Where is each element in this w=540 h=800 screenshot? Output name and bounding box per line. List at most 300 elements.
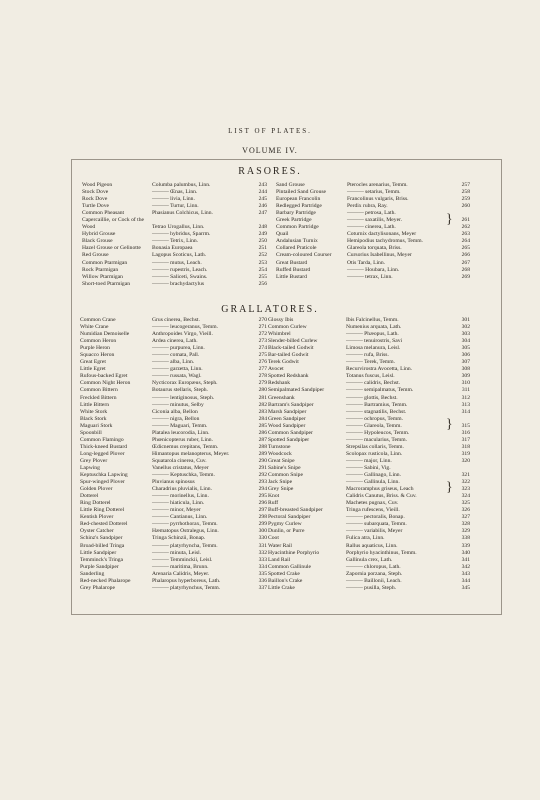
plate-number: 295 xyxy=(258,493,267,500)
common-name-text: Great Bustard xyxy=(276,259,308,266)
latin-name-text: ——— ochropus, Temm. xyxy=(346,415,403,422)
latin-name-entry xyxy=(346,380,470,387)
common-name-text: Barbary Partridge xyxy=(276,210,316,217)
plate-number: 306 xyxy=(461,352,470,359)
common-name-text: Pygmy Curlew xyxy=(268,521,302,528)
common-name-text: Common Gallinule xyxy=(268,563,312,570)
plate-number: 263 xyxy=(461,231,470,238)
common-name-entry xyxy=(80,500,150,507)
latin-name-text: ——— alba, Linn. xyxy=(152,359,195,366)
common-name-text: Little Crake xyxy=(268,584,295,591)
plate-number: 252 xyxy=(258,252,267,259)
latin-name-entry xyxy=(346,578,470,585)
common-name-text: Pectoral Sandpiper xyxy=(268,514,311,521)
plate-number: 300 xyxy=(258,528,267,535)
latin-name-text: ——— minuta, Leisl. xyxy=(152,549,202,556)
plate-number: 271 xyxy=(258,324,267,331)
latin-name-entry xyxy=(152,189,267,196)
common-name-entry xyxy=(80,493,150,500)
latin-name-entry xyxy=(152,535,267,542)
plate-number: 292 xyxy=(258,472,267,479)
common-name-entry xyxy=(276,267,346,274)
latin-name-entry xyxy=(152,416,267,423)
plate-number: 315 xyxy=(461,422,470,429)
grallatores-latin-names-left xyxy=(152,317,267,592)
common-name-entry xyxy=(276,274,346,281)
plate-number: 268 xyxy=(461,266,470,273)
latin-name-text: Charadrius pluvialis, Linn. xyxy=(152,486,212,493)
common-name-text: Red Grouse xyxy=(82,252,109,259)
latin-name-entry xyxy=(152,373,267,380)
common-name-entry xyxy=(268,423,344,430)
common-name-entry xyxy=(82,245,150,252)
latin-name-text: Zapornia porzana, Steph. xyxy=(346,570,403,577)
common-name-text: Great Egret xyxy=(80,359,106,366)
latin-name-text: ——— livia, Linn. xyxy=(152,196,195,203)
latin-name-entry xyxy=(346,324,470,331)
latin-name-entry xyxy=(152,430,267,437)
latin-name-entry xyxy=(346,444,470,451)
common-name-text: Spoonbill xyxy=(80,429,102,436)
plate-number: 273 xyxy=(258,338,267,345)
common-name-entry xyxy=(268,359,344,366)
common-name-entry xyxy=(82,231,150,238)
common-name-text: Common Ptarmigan xyxy=(82,259,128,266)
common-name-text: Rock Dove xyxy=(82,196,108,203)
plate-number: 305 xyxy=(461,345,470,352)
common-name-entry xyxy=(268,387,344,394)
common-name-text: Common Sandpiper xyxy=(268,429,313,436)
plate-number: 291 xyxy=(258,464,267,471)
latin-name-text: ——— rupestris, Leach. xyxy=(152,266,208,273)
latin-name-entry xyxy=(152,224,267,231)
common-name-text: Kentish Plover xyxy=(80,514,114,521)
common-name-entry xyxy=(82,274,150,281)
latin-name-entry xyxy=(152,500,267,507)
plate-number: 282 xyxy=(258,401,267,408)
latin-name-entry xyxy=(152,387,267,394)
latin-name-entry xyxy=(346,472,470,479)
common-name-entry xyxy=(268,324,344,331)
latin-name-entry xyxy=(152,274,267,281)
plate-number: 332 xyxy=(258,549,267,556)
latin-name-text: ——— semipalmatus, Temm. xyxy=(346,387,414,394)
latin-name-text: ——— Phæopus, Lath. xyxy=(346,331,399,338)
latin-name-text: ——— chloropus, Lath. xyxy=(346,563,401,570)
latin-name-text: ——— variabilis, Meyer xyxy=(346,528,403,535)
plate-number: 312 xyxy=(461,394,470,401)
plate-number: 260 xyxy=(461,203,470,210)
common-name-entry xyxy=(80,352,150,359)
common-name-entry xyxy=(276,260,346,267)
common-name-entry xyxy=(80,437,150,444)
common-name-text: Red-chested Dotterel xyxy=(80,521,128,528)
latin-name-text: ——— Terek, Temm. xyxy=(346,359,396,366)
plate-number: 319 xyxy=(461,450,470,457)
latin-name-text: Francolinus vulgaris, Briss. xyxy=(347,196,409,203)
common-name-entry xyxy=(82,267,150,274)
common-name-text: Bar-tailed Godwit xyxy=(268,352,309,359)
plate-number: 274 xyxy=(258,345,267,352)
common-name-entry xyxy=(268,409,344,416)
latin-name-entry xyxy=(346,338,470,345)
common-name-text: Willow Ptarmigan xyxy=(82,273,123,280)
latin-name-entry xyxy=(152,281,267,288)
brace-mark: } xyxy=(446,212,453,227)
common-name-text: Coot xyxy=(268,535,279,542)
latin-name-entry xyxy=(152,260,267,267)
latin-name-text: ——— platyrhynchus, Temm. xyxy=(152,584,221,591)
latin-name-entry xyxy=(152,210,267,217)
latin-name-text: Ciconia alba, Bellon xyxy=(152,408,198,415)
latin-name-entry xyxy=(152,366,267,373)
plate-number: 339 xyxy=(461,542,470,549)
common-name-text: Wood Sandpiper xyxy=(268,422,306,429)
latin-name-entry xyxy=(346,528,470,535)
common-name-text: Sabine's Snipe xyxy=(268,464,301,471)
common-name-entry xyxy=(80,543,150,550)
plate-number: 325 xyxy=(461,500,470,507)
latin-name-entry xyxy=(152,585,267,592)
common-name-text: Avocet xyxy=(268,366,284,373)
plate-number: 249 xyxy=(258,231,267,238)
latin-name-entry xyxy=(152,252,267,259)
common-name-entry xyxy=(80,317,150,324)
common-name-text: Greek Partridge xyxy=(276,217,312,224)
common-name-entry xyxy=(276,196,346,203)
common-name-entry xyxy=(80,451,150,458)
plate-number: 298 xyxy=(258,514,267,521)
common-name-text: Little Bustard xyxy=(276,273,307,280)
plate-number: 247 xyxy=(258,210,267,217)
plate-number: 309 xyxy=(461,373,470,380)
common-name-text: Squacco Heron xyxy=(80,352,115,359)
common-name-text: Purple Heron xyxy=(80,345,110,352)
common-name-entry xyxy=(268,331,344,338)
latin-name-text: ——— mutus, Leach. xyxy=(152,259,202,266)
latin-name-entry xyxy=(346,402,470,409)
latin-name-entry xyxy=(152,486,267,493)
plate-number: 251 xyxy=(258,245,267,252)
plate-number: 294 xyxy=(258,486,267,493)
common-name-text: Little Bittern xyxy=(80,401,110,408)
plate-number: 321 xyxy=(461,472,470,479)
common-name-entry xyxy=(80,472,150,479)
common-name-text: White Crane xyxy=(80,324,109,331)
latin-name-text: ——— platyrhyncha, Temm. xyxy=(152,542,218,549)
latin-name-text: Nycticorax Europæus, Steph. xyxy=(152,380,218,387)
common-name-text: Black Stork xyxy=(80,415,107,422)
common-name-entry xyxy=(80,338,150,345)
common-name-entry xyxy=(80,564,150,571)
common-name-text: Ring Dotterel xyxy=(80,500,111,507)
latin-name-entry xyxy=(152,437,267,444)
common-name-text: Baillon's Crake xyxy=(268,577,303,584)
common-name-text: Common Snipe xyxy=(268,472,303,479)
latin-name-entry xyxy=(347,203,470,210)
common-name-text: Turnstone xyxy=(268,443,291,450)
plate-number: 308 xyxy=(461,366,470,373)
common-name-entry xyxy=(268,352,344,359)
common-name-text: Little Sandpiper xyxy=(80,549,117,556)
plate-number: 280 xyxy=(258,387,267,394)
common-name-entry xyxy=(80,557,150,564)
plate-number: 316 xyxy=(461,429,470,436)
common-name-text: Black Grouse xyxy=(82,238,113,245)
common-name-entry xyxy=(268,571,344,578)
plate-number: 279 xyxy=(258,380,267,387)
latin-name-entry xyxy=(152,507,267,514)
common-name-entry xyxy=(82,260,150,267)
latin-name-entry xyxy=(346,331,470,338)
common-name-text: Knot xyxy=(268,493,280,500)
latin-name-text: ——— subarquata, Temm. xyxy=(346,521,407,528)
plate-number: 324 xyxy=(461,493,470,500)
common-name-text: Common Flamingo xyxy=(80,436,124,443)
plate-number: 327 xyxy=(461,514,470,521)
plate-number: 338 xyxy=(461,535,470,542)
common-name-text: Andalusian Turnix xyxy=(276,238,318,245)
latin-name-text: Hæmatopus Ostralegus, Linn. xyxy=(152,528,219,535)
plate-number: 272 xyxy=(258,331,267,338)
common-name-entry xyxy=(276,252,346,259)
common-name-text: Whimbrel xyxy=(268,331,291,338)
latin-name-entry xyxy=(152,514,267,521)
latin-name-text: ——— Baillonii, Leach. xyxy=(346,577,402,584)
common-name-entry xyxy=(80,585,150,592)
plate-number: 264 xyxy=(461,238,470,245)
latin-name-text: ——— petrosa, Lath. xyxy=(347,210,396,217)
latin-name-entry xyxy=(346,437,470,444)
latin-name-entry xyxy=(152,238,267,245)
latin-name-entry xyxy=(152,557,267,564)
latin-name-text: Calidris Canutus, Briss. & Cuv. xyxy=(346,493,417,500)
common-name-entry xyxy=(268,535,344,542)
common-name-entry xyxy=(268,416,344,423)
plate-number: 297 xyxy=(258,507,267,514)
plate-number: 244 xyxy=(258,189,267,196)
common-name-text: Quail xyxy=(276,231,289,238)
common-name-entry xyxy=(80,458,150,465)
latin-name-entry xyxy=(346,458,470,465)
common-name-entry xyxy=(80,528,150,535)
common-name-entry xyxy=(276,189,346,196)
plate-number: 336 xyxy=(258,577,267,584)
latin-name-entry xyxy=(347,245,470,252)
plate-number: 335 xyxy=(258,570,267,577)
latin-name-text: Perdix rubra, Ray. xyxy=(347,203,388,210)
common-name-entry xyxy=(276,245,346,252)
latin-name-text: ——— minor, Meyer xyxy=(152,507,201,514)
latin-name-entry xyxy=(152,345,267,352)
common-name-text: Collared Praticole xyxy=(276,245,317,252)
common-name-text: Grey Snipe xyxy=(268,486,294,493)
latin-name-text: ——— setarius, Temm. xyxy=(347,189,401,196)
common-name-entry xyxy=(268,550,344,557)
latin-name-text: ——— comata, Pall. xyxy=(152,352,200,359)
latin-name-text: Pluvianus spinosus xyxy=(152,479,195,486)
common-name-text: Stock Dove xyxy=(82,189,109,196)
latin-name-entry xyxy=(346,451,470,458)
latin-name-entry xyxy=(346,352,470,359)
common-name-entry xyxy=(268,338,344,345)
plate-number: 250 xyxy=(258,238,267,245)
common-name-entry xyxy=(82,203,150,210)
latin-name-entry xyxy=(152,564,267,571)
grallatores-common-names-left xyxy=(80,317,150,592)
common-name-entry xyxy=(276,238,346,245)
common-name-entry xyxy=(268,451,344,458)
common-name-entry xyxy=(80,387,150,394)
latin-name-entry xyxy=(152,196,267,203)
plate-number: 248 xyxy=(258,224,267,231)
latin-name-entry xyxy=(347,252,470,259)
latin-name-text: Coturnix dactylisonans, Meyer xyxy=(347,231,417,238)
latin-name-entry xyxy=(346,395,470,402)
common-name-text: Redshank xyxy=(268,380,291,387)
common-name-text: Common Crane xyxy=(80,317,116,323)
plate-number: 289 xyxy=(258,450,267,457)
latin-name-entry xyxy=(346,521,470,528)
plate-number: 255 xyxy=(258,273,267,280)
latin-name-text: Recurvirostra Avocetta, Linn. xyxy=(346,366,413,373)
plate-number: 246 xyxy=(258,203,267,210)
plate-number: 331 xyxy=(258,542,267,549)
latin-name-text: ——— Temminckii, Leisl. xyxy=(152,556,213,563)
common-name-entry xyxy=(80,486,150,493)
common-name-text: Hyacinthine Porphyrio xyxy=(268,549,320,556)
common-name-text: Purple Sandpiper xyxy=(80,563,119,570)
latin-name-text: ——— major, Linn. xyxy=(346,457,392,464)
latin-name-text: ——— calidris, Bechst. xyxy=(346,380,401,387)
common-name-entry xyxy=(268,557,344,564)
common-name-text: Golden Plover xyxy=(80,486,113,493)
common-name-entry xyxy=(276,203,346,210)
latin-name-text: ——— garzetta, Linn. xyxy=(152,366,203,373)
plate-number: 258 xyxy=(461,189,470,196)
common-name-text: Turtle Dove xyxy=(82,203,109,210)
latin-name-text: ——— pyrrhothorax, Temm. xyxy=(152,521,218,528)
latin-name-text: ——— Maguari, Temm. xyxy=(152,422,208,429)
latin-name-entry xyxy=(152,409,267,416)
latin-name-text: Glareola torquata, Briss. xyxy=(347,245,402,252)
latin-name-text: ——— morinellus, Linn. xyxy=(152,493,209,500)
latin-name-text: Hemipodius tachydromus, Temm. xyxy=(347,238,423,245)
plate-number: 243 xyxy=(258,182,267,188)
plate-number: 290 xyxy=(258,457,267,464)
plate-number: 345 xyxy=(461,584,470,591)
plate-number: 318 xyxy=(461,443,470,450)
latin-name-text: ——— Hypoleucos, Temm. xyxy=(346,429,410,436)
latin-name-text: ——— Bartramius, Temm. xyxy=(346,401,408,408)
plate-number: 253 xyxy=(258,259,267,266)
latin-name-text: Rallus aquaticus, Linn. xyxy=(346,542,398,549)
common-name-entry xyxy=(268,578,344,585)
latin-name-text: Œdicnemus crepitans, Temm. xyxy=(152,443,219,450)
common-name-text: European Francolin xyxy=(276,196,321,203)
latin-name-text: ——— Turtur, Linn. xyxy=(152,203,199,210)
plate-number: 261 xyxy=(461,217,470,224)
latin-name-entry xyxy=(347,274,470,281)
latin-name-entry xyxy=(152,359,267,366)
latin-name-entry xyxy=(152,578,267,585)
latin-name-text: Ardea cinerea, Lath. xyxy=(152,338,198,345)
common-name-entry xyxy=(268,514,344,521)
common-name-entry xyxy=(268,345,344,352)
common-name-entry xyxy=(80,507,150,514)
latin-name-text: ——— stagnatilis, Bechst. xyxy=(346,408,407,415)
common-name-text: Temminck's Tringa xyxy=(80,556,124,563)
latin-name-entry xyxy=(346,585,470,592)
latin-name-text: Phalaropus hyperboreus, Lath. xyxy=(152,577,221,584)
common-name-entry xyxy=(80,535,150,542)
common-name-text: Land Rail xyxy=(268,556,291,563)
latin-name-text: Bonasia Europaea xyxy=(152,245,193,252)
common-name-entry xyxy=(82,252,150,259)
common-name-text: Broad-billed Tringa xyxy=(80,542,125,549)
common-name-text: Maguari Stork xyxy=(80,422,113,429)
common-name-text: Glossy Ibis xyxy=(268,317,294,323)
latin-name-text: Machetes pugnax, Cuv. xyxy=(346,500,399,507)
common-name-entry xyxy=(268,472,344,479)
latin-name-entry xyxy=(152,543,267,550)
plate-number: 277 xyxy=(258,366,267,373)
latin-name-entry xyxy=(152,380,267,387)
latin-name-entry xyxy=(346,543,470,550)
latin-name-text: ——— tenuirostris, Savi xyxy=(346,338,403,345)
latin-name-text: ——— brachydactylus xyxy=(152,280,205,287)
latin-name-text: Grus cinerea, Bechst. xyxy=(152,317,200,323)
plate-number: 343 xyxy=(461,570,470,577)
plate-number: 281 xyxy=(258,394,267,401)
latin-name-text: Fulica atra, Linn. xyxy=(346,535,385,542)
plate-number: 328 xyxy=(461,521,470,528)
plate-number: 257 xyxy=(461,182,470,188)
latin-name-text: Botaurus stellaris, Steph. xyxy=(152,387,208,394)
latin-name-text: Phasianus Colchicus, Linn. xyxy=(152,210,213,217)
plate-number: 269 xyxy=(461,273,470,280)
common-name-text: Dotterel xyxy=(80,493,99,500)
latin-name-entry xyxy=(346,373,470,380)
common-name-text: Slender-billed Curlew xyxy=(268,338,318,345)
latin-name-text: Columba palumbus, Linn. xyxy=(152,182,211,188)
common-name-entry xyxy=(268,486,344,493)
common-name-entry xyxy=(80,444,150,451)
latin-name-entry xyxy=(152,395,267,402)
common-name-entry xyxy=(268,430,344,437)
common-name-entry xyxy=(268,437,344,444)
latin-name-entry xyxy=(152,423,267,430)
latin-name-entry xyxy=(152,331,267,338)
plate-number: 320 xyxy=(461,457,470,464)
plate-number: 313 xyxy=(461,401,470,408)
common-name-entry xyxy=(268,317,344,324)
latin-name-text: Tringa Schinzii, Bonap. xyxy=(152,535,206,542)
latin-name-text: ——— Keptuschka, Temm. xyxy=(152,472,215,479)
common-name-text: Bartram's Sandpiper xyxy=(268,401,314,408)
common-name-entry xyxy=(80,331,150,338)
latin-name-entry xyxy=(152,352,267,359)
brace-mark: } xyxy=(446,417,453,432)
latin-name-text: ——— purpurea, Linn. xyxy=(152,345,205,352)
common-name-text: Hybrid Grouse xyxy=(82,231,116,238)
plate-number: 259 xyxy=(461,196,470,203)
latin-name-text: ——— tetrax, Linn. xyxy=(347,273,393,280)
plate-number: 301 xyxy=(461,317,470,323)
plate-number: 288 xyxy=(258,443,267,450)
plate-number: 334 xyxy=(258,563,267,570)
latin-name-text: ——— nigra, Bellon xyxy=(152,415,200,422)
